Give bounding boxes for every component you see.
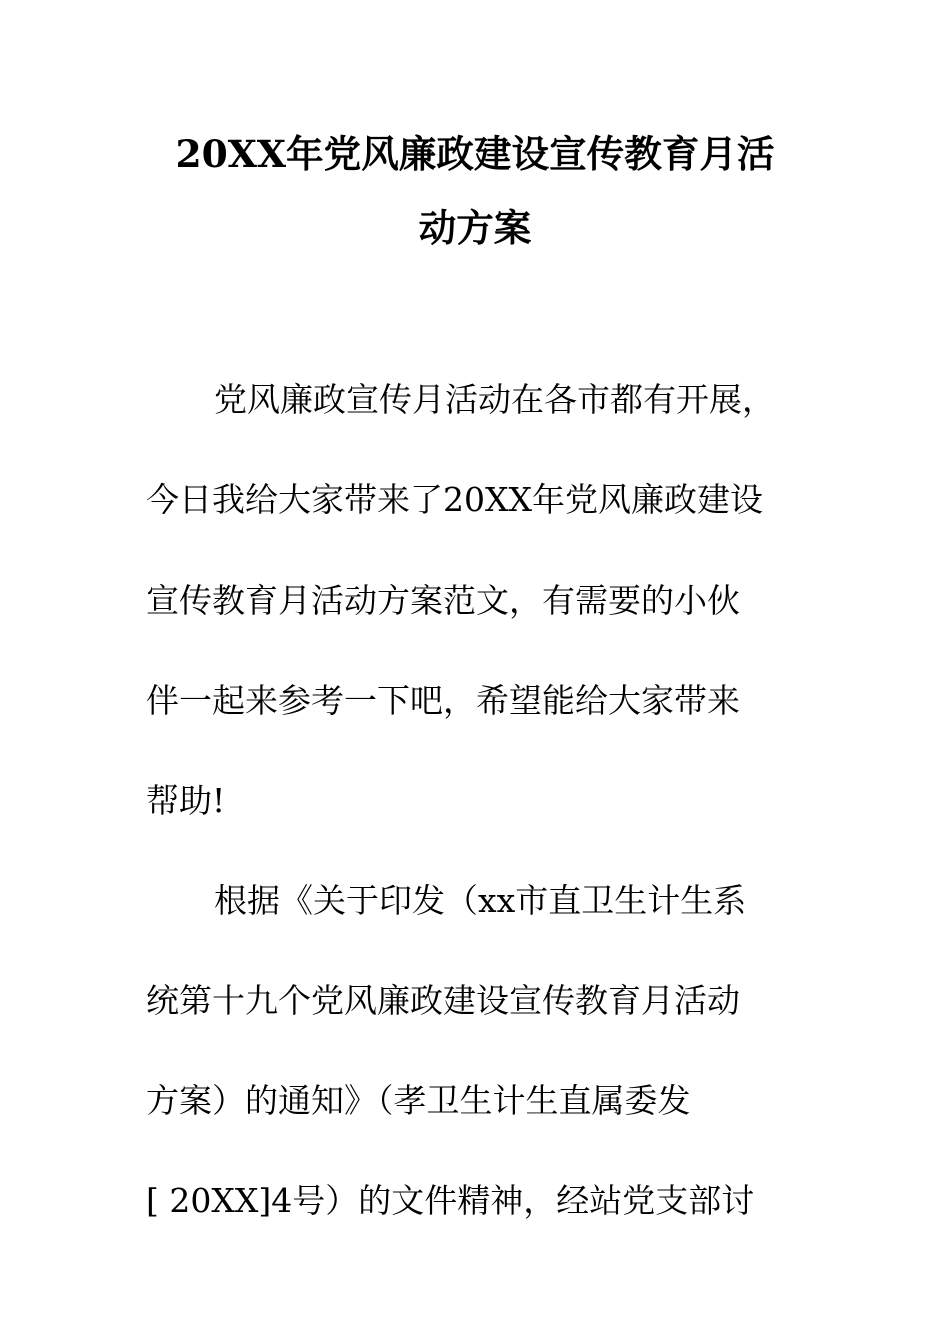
paragraph-line: 帮助!: [146, 781, 226, 820]
document-title-line-2: 动方案: [418, 206, 532, 250]
paragraph-line: 根据《关于印发（xx市直卫生计生系: [214, 881, 747, 920]
paragraph-line: [ 20XX]4号）的文件精神，经站党支部讨: [146, 1181, 755, 1220]
paragraph-line: 今日我给大家带来了20XX年党风廉政建设: [146, 480, 763, 519]
paragraph-line: 宣传教育月活动方案范文，有需要的小伙: [146, 581, 740, 620]
paragraph-line: 伴一起来参考一下吧，希望能给大家带来: [146, 681, 740, 720]
paragraph-line: 党风廉政宣传月活动在各市都有开展，: [214, 380, 775, 419]
paragraph-line: 统第十九个党风廉政建设宣传教育月活动: [146, 981, 740, 1020]
document-title-line-1: 20XX年党风廉政建设宣传教育月活: [175, 132, 775, 176]
paragraph-line: 方案）的通知》（孝卫生计生直属委发: [146, 1081, 691, 1120]
